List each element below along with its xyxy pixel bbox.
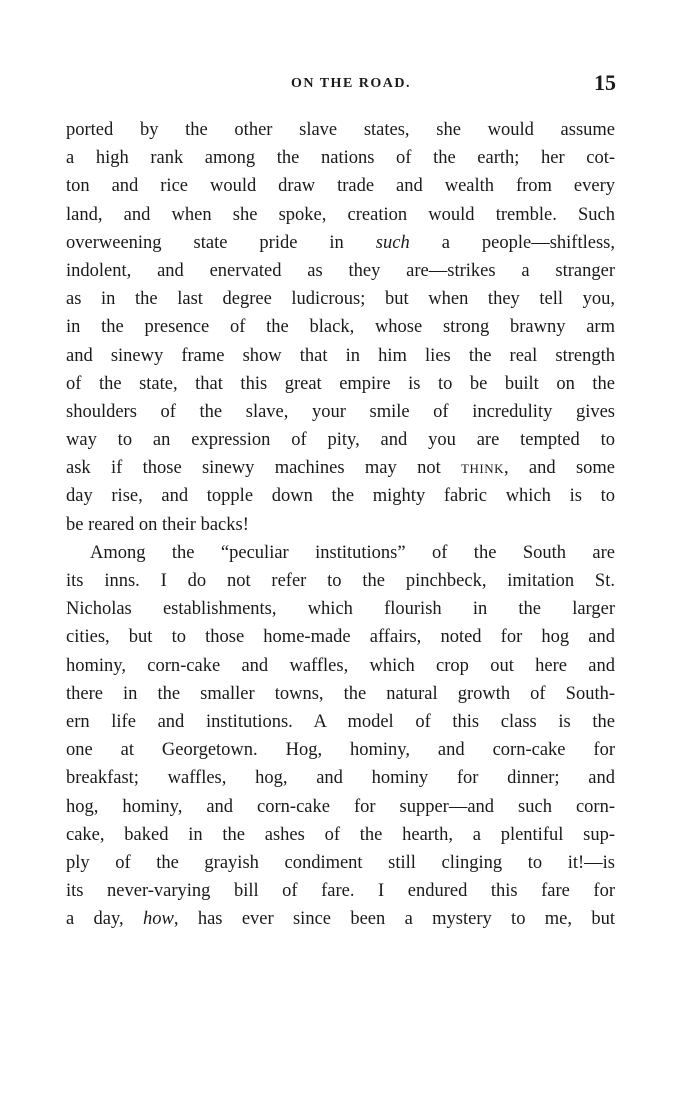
text-line: one at Georgetown. Hog, hominy, and corn-cake for [66, 740, 615, 761]
text-line: cities, but to those home-made affairs, noted for hog and [66, 627, 615, 648]
text-line: ply of the grayish condiment still clinging to it!—is [66, 852, 615, 873]
text-line: its never-varying bill of fare. I endured this fare for [66, 881, 615, 902]
text-line: cake, baked in the ashes of the hearth, a plentiful sup- [66, 824, 615, 845]
text-line: of the state, that this great empire is to be built on the [66, 373, 615, 394]
text-line [66, 454, 615, 482]
text-run: , has ever since been a mystery to me, but [173, 909, 615, 930]
text-line: land, and when she spoke, creation would tremble. Such [66, 204, 615, 225]
text-line: there in the smaller towns, the natural growth of South- [66, 683, 615, 704]
text-line: in the presence of the black, whose strong brawny arm [66, 317, 615, 338]
text-line: a high rank among the nations of the earth; her cot- [66, 148, 615, 169]
text-line: and sinewy frame show that in him lies the real strength [66, 345, 615, 366]
page-number: 15 [594, 70, 616, 95]
paragraph-first-line: Among the “peculiar institutions” of the South are [90, 542, 615, 563]
running-head [0, 70, 682, 100]
text-line [66, 905, 615, 933]
text-run: overweening state pride in [66, 232, 376, 253]
text-line: ton and rice would draw trade and wealth from every [66, 176, 615, 197]
text-run: ask if those sinewy machines may not [66, 458, 462, 479]
running-title: ON THE ROAD. [290, 76, 412, 91]
text-line: ern life and institutions. A model of this class is the [66, 711, 615, 732]
small-caps-text: think [461, 458, 504, 479]
text-line: be reared on their backs! [66, 514, 249, 535]
text-line: ported by the other slave states, she would assume [66, 120, 615, 140]
text-run: , and some [503, 458, 615, 479]
text-line: Nicholas establishments, which flourish in the larger [66, 599, 615, 620]
text-line: day rise, and topple down the mighty fabric which is to [66, 486, 615, 507]
text-run: a people—shiftless, [409, 232, 615, 253]
text-line: breakfast; waffles, hog, and hominy for dinner; and [66, 768, 615, 789]
text-line [66, 229, 615, 257]
text-line: way to an expression of pity, and you are tempted to [66, 430, 615, 451]
emphasis-text: how [143, 909, 174, 930]
page-body [66, 116, 615, 933]
emphasis-text: such [375, 232, 410, 253]
text-line: indolent, and enervated as they are—strikes a stranger [66, 260, 615, 281]
text-line: shoulders of the slave, your smile of incredulity gives [66, 401, 615, 422]
text-line: hominy, corn-cake and waffles, which crop out here and [66, 655, 615, 676]
text-line: as in the last degree ludicrous; but when they tell you, [66, 289, 615, 310]
text-line: its inns. I do not refer to the pinchbeck, imitation St. [66, 571, 615, 591]
text-line: hog, hominy, and corn-cake for supper—and such corn- [66, 796, 615, 817]
text-run: a day, [66, 909, 144, 930]
